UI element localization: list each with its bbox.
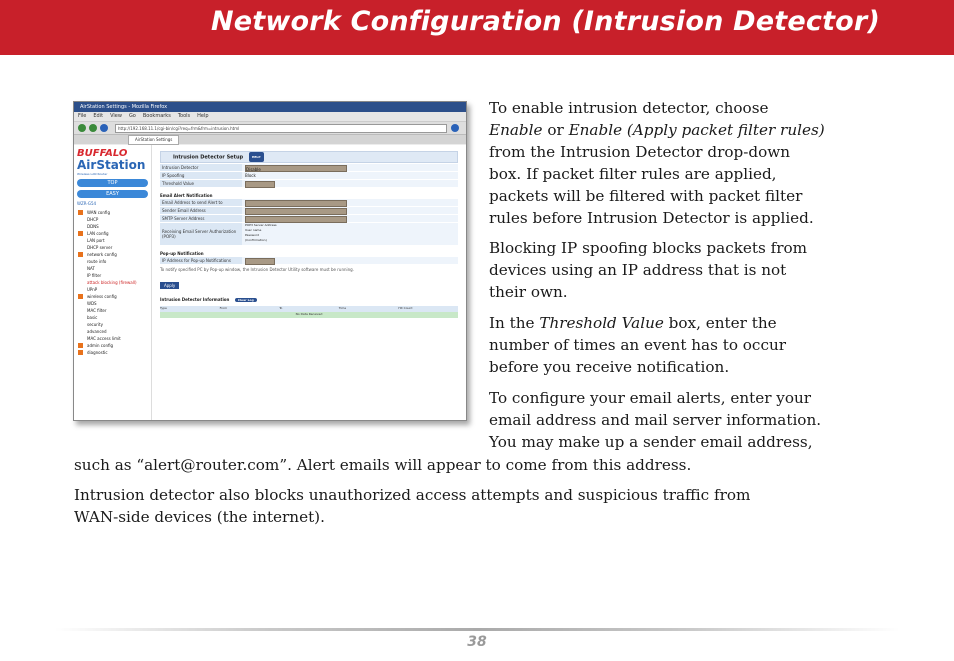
- setup-heading-text: Intrusion Detector Setup: [173, 154, 244, 161]
- p1-or: or: [542, 121, 569, 139]
- auth-fields: [242, 223, 458, 245]
- router-menu-item: WAN config: [77, 209, 148, 216]
- top-nav-button: TOP: [77, 179, 148, 187]
- router-menu-item: MAC access limit: [87, 336, 121, 341]
- tab-bar: [74, 135, 466, 144]
- setting-label: Email Address to send Alert to: [160, 199, 242, 206]
- setting-row: [160, 215, 458, 222]
- popup-note: To notify specified PC by Pop-up window, the Intrusion Detector Utility software must be running.: [160, 267, 354, 272]
- auth-field-label: Password: [245, 233, 260, 237]
- paragraph-email-cont: [74, 454, 894, 476]
- router-menu-item: admin config: [77, 342, 148, 349]
- router-menu-item: DDNS: [87, 224, 99, 229]
- setting-label: IP Address for Pop-up Notifications: [160, 257, 242, 264]
- p1-enable: Enable: [489, 121, 543, 139]
- router-menu-item: advanced: [87, 329, 107, 334]
- p1-line-a: To enable intrusion detector, choose: [489, 99, 769, 117]
- menu-bar: [74, 112, 466, 122]
- p2-line-a: Blocking IP spoofing blocks packets from: [489, 239, 808, 257]
- menu-item: View: [110, 113, 122, 119]
- window-title: AirStation Settings - Mozilla Firefox: [74, 102, 466, 112]
- router-menu-item: DHCP server: [87, 245, 113, 250]
- table-col-header: To: [279, 306, 283, 310]
- navigation-bar: [74, 122, 466, 135]
- apply-button: Apply: [160, 282, 179, 289]
- p1-line-b: from the Intrusion Detector drop-down: [489, 143, 791, 161]
- brand-logo: BUFFALO: [77, 148, 128, 159]
- info-heading: Intrusion Detector Information: [160, 297, 230, 302]
- p5-line-b: WAN-side devices (the internet).: [74, 508, 325, 526]
- intrusion-select: Disable: [245, 165, 347, 172]
- setting-value: [242, 164, 458, 171]
- p3-line-a: box, enter the: [663, 314, 777, 332]
- title-banner: [0, 0, 954, 55]
- popup-section-title: Pop-up Notification: [160, 251, 204, 256]
- router-menu-item: LAN config: [77, 230, 148, 237]
- paragraph-enable: [489, 97, 889, 229]
- table-col-header: From: [219, 306, 228, 310]
- router-menu-item: WDS: [87, 301, 97, 306]
- router-menu-item: DHCP: [87, 217, 99, 222]
- p1-enable-apply: Enable (Apply packet filter rules): [568, 121, 825, 139]
- p2-line-c: their own.: [489, 283, 568, 301]
- table-col-header: Type: [160, 306, 167, 310]
- reload-icon: [100, 124, 108, 132]
- smtp-field: [245, 216, 347, 223]
- info-section-title: [160, 297, 458, 302]
- table-col-header: Time: [338, 306, 347, 310]
- paragraph-wan: [74, 484, 894, 528]
- menu-item: Help: [197, 113, 209, 119]
- email-field: [245, 200, 347, 207]
- setting-label: IP Spoofing: [160, 172, 242, 179]
- browser-tab: AirStation Settings: [128, 135, 179, 145]
- setting-row: [160, 180, 458, 187]
- email-section-title: Email Alert Notification: [160, 193, 213, 198]
- menu-item: Bookmarks: [142, 113, 171, 119]
- router-menu-item: route info: [87, 259, 107, 264]
- router-sidebar: [74, 145, 152, 420]
- router-menu-item: attack blocking (firewall): [87, 280, 137, 285]
- setting-value: [242, 215, 458, 222]
- setup-heading: [160, 151, 458, 163]
- p2-line-b: devices using an IP address that is not: [489, 261, 787, 279]
- address-bar: http://192.168.11.1/cgi-bin/cgi?req=frm&frm=intrusion.html: [115, 124, 447, 133]
- paragraph-threshold: [489, 312, 889, 378]
- p4-line-a: To configure your email alerts, enter your: [489, 389, 812, 407]
- router-menu-item: LAN port: [87, 238, 105, 243]
- menu-item: File: [78, 113, 87, 119]
- setting-value: Block: [242, 172, 458, 179]
- setting-label: SMTP Server Address: [160, 215, 242, 222]
- page-title: Network Configuration (Intrusion Detector): [211, 6, 880, 37]
- router-menu-item: diagnostic: [77, 349, 148, 356]
- table-col-header: Hit Count: [398, 306, 413, 310]
- clear-log-button: Clear Log: [235, 298, 257, 302]
- p4-line-b: email address and mail server information.: [489, 411, 822, 429]
- threshold-field: [245, 181, 275, 188]
- paragraph-spoofing: [489, 237, 889, 303]
- setting-value: [242, 199, 458, 206]
- page-number: 38: [467, 634, 487, 650]
- back-icon: [78, 124, 86, 132]
- router-menu-item: MAC filter: [87, 308, 107, 313]
- p3-line-b: number of times an event has to occur: [489, 336, 786, 354]
- auth-label: Receiving Email Server Authorization (POP3): [160, 223, 242, 245]
- router-menu-item: NAT: [87, 266, 95, 271]
- p3-line-c: before you receive notification.: [489, 358, 730, 376]
- router-menu-item: wireless config: [77, 293, 148, 300]
- setting-row: [160, 257, 458, 264]
- paragraph-email: [489, 387, 889, 453]
- setting-row: [160, 207, 458, 214]
- intrusion-log-table: [160, 306, 458, 318]
- router-page: [74, 145, 466, 420]
- auth-field-label: User name: [245, 228, 262, 232]
- easy-nav-button: EASY: [77, 190, 148, 198]
- product-sub: Wireless LAN Router: [77, 172, 108, 176]
- setting-row: [160, 172, 458, 179]
- setting-value: [242, 257, 458, 264]
- footer-divider: [55, 628, 900, 631]
- router-main: [152, 145, 466, 420]
- auth-field-label: POP3 Server Address: [245, 223, 277, 227]
- p3-in: In the: [489, 314, 540, 332]
- router-menu-item: security: [87, 322, 103, 327]
- menu-item: Go: [128, 113, 136, 119]
- p1-line-c: box. If packet filter rules are applied,: [489, 165, 777, 183]
- p4-line-d: such as “alert@router.com”. Alert emails will appear to come from this address.: [74, 456, 692, 474]
- setting-row: [160, 164, 458, 171]
- setting-value: [242, 180, 458, 187]
- p5-line-a: Intrusion detector also blocks unauthorized access attempts and suspicious traffic from: [74, 486, 751, 504]
- auth-field-label: (Confirmation): [245, 238, 267, 242]
- forward-icon: [89, 124, 97, 132]
- help-badge: HELP: [249, 152, 264, 162]
- setting-label: Threshold Value: [160, 180, 242, 187]
- p3-threshold: Threshold Value: [539, 314, 664, 332]
- router-menu-item: UPnP: [87, 287, 98, 292]
- auth-row: [160, 223, 458, 245]
- router-menu-item: network config: [77, 251, 148, 258]
- menu-item: Edit: [93, 113, 104, 119]
- setting-row: [160, 199, 458, 206]
- setting-label: Intrusion Detector: [160, 164, 242, 171]
- browser-screenshot: [73, 101, 467, 421]
- model-label: WZR-G54: [77, 201, 97, 206]
- setting-value: [242, 207, 458, 214]
- p4-line-c: You may make up a sender email address,: [489, 433, 813, 451]
- table-empty: No Data Received: [160, 312, 458, 318]
- menu-item: Tools: [177, 113, 191, 119]
- p1-line-d: packets will be filtered with packet filter: [489, 187, 803, 205]
- router-menu-item: IP filter: [87, 273, 102, 278]
- go-icon: [451, 124, 459, 132]
- sender-field: [245, 208, 347, 215]
- router-menu: [77, 209, 148, 356]
- setting-label: Sender Email Address: [160, 207, 242, 214]
- popup-field: [245, 258, 275, 265]
- router-menu-item: basic: [87, 315, 98, 320]
- product-logo: AirStation: [77, 158, 146, 172]
- p1-line-e: rules before Intrusion Detector is applied.: [489, 209, 814, 227]
